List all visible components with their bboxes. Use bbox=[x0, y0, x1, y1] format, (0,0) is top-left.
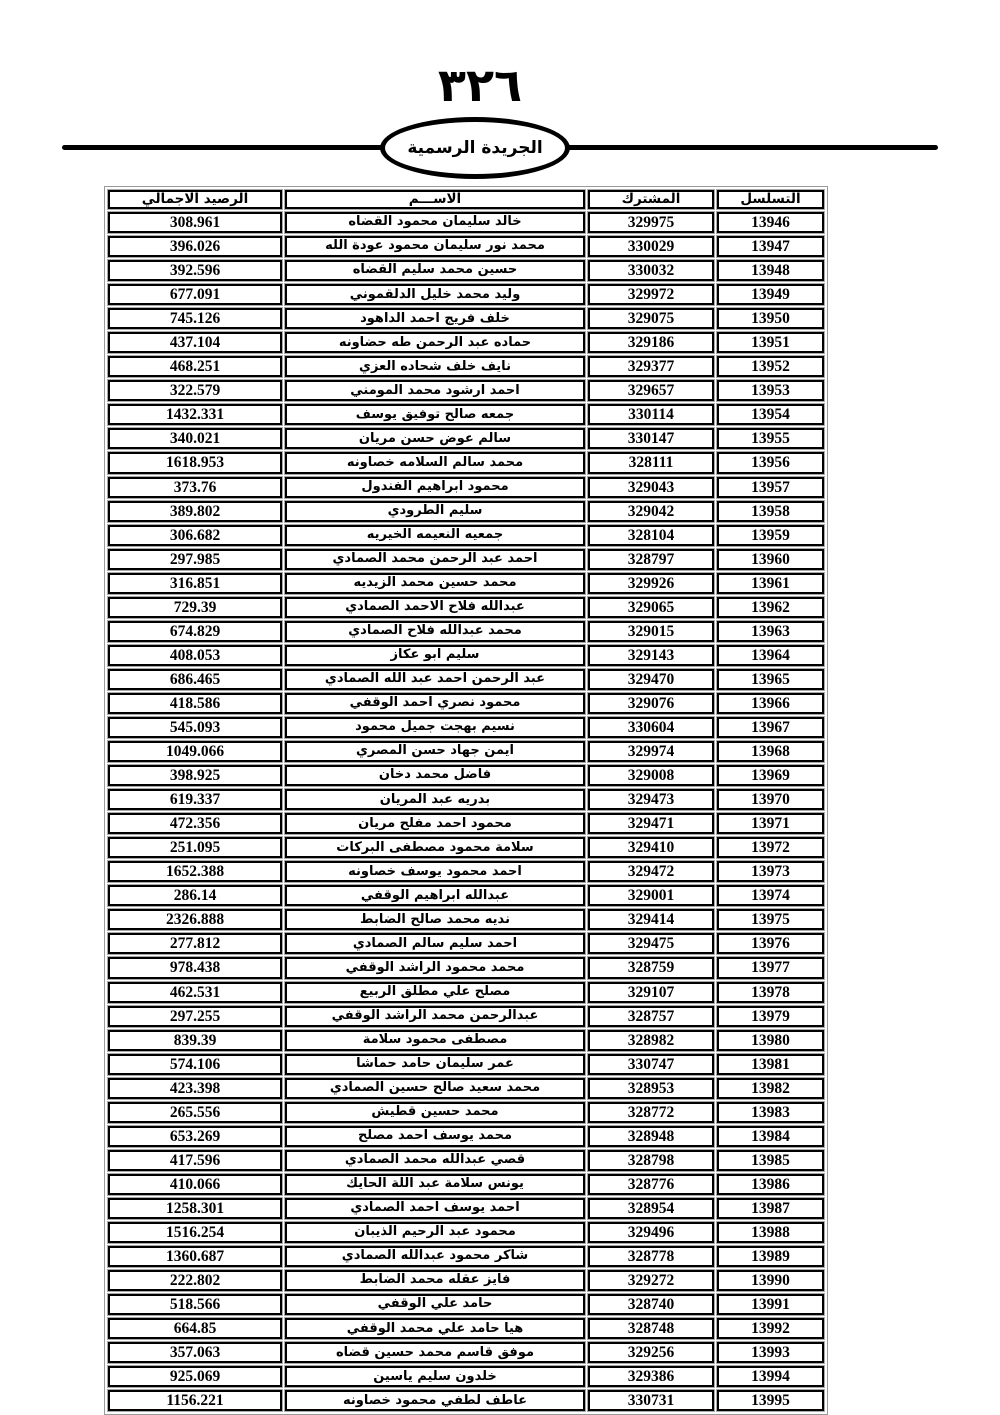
cell-subscriber: 328740 bbox=[588, 1294, 714, 1315]
cell-balance: 222.802 bbox=[108, 1270, 282, 1291]
cell-serial: 13963 bbox=[717, 621, 824, 642]
cell-subscriber: 328797 bbox=[588, 549, 714, 570]
table-row bbox=[108, 885, 824, 906]
table-row bbox=[108, 837, 824, 858]
cell-balance: 1652.388 bbox=[108, 861, 282, 882]
cell-serial: 13959 bbox=[717, 525, 824, 546]
cell-serial: 13952 bbox=[717, 356, 824, 377]
table-row bbox=[108, 1150, 824, 1171]
cell-name: عبدالله ابراهيم الوقفي bbox=[285, 885, 585, 906]
cell-subscriber: 329470 bbox=[588, 669, 714, 690]
table-row bbox=[108, 356, 824, 377]
cell-balance: 472.356 bbox=[108, 813, 282, 834]
cell-serial: 13978 bbox=[717, 982, 824, 1003]
cell-name: محمد حسين محمد الزيديه bbox=[285, 573, 585, 594]
cell-serial: 13947 bbox=[717, 236, 824, 257]
cell-name: نسيم بهجت جميل محمود bbox=[285, 717, 585, 738]
table-row bbox=[108, 621, 824, 642]
cell-name: بدريه عبد المريان bbox=[285, 789, 585, 810]
cell-subscriber: 328982 bbox=[588, 1030, 714, 1051]
cell-name: سالم عوض حسن مريان bbox=[285, 428, 585, 449]
cell-serial: 13967 bbox=[717, 717, 824, 738]
cell-balance: 408.053 bbox=[108, 645, 282, 666]
table-row bbox=[108, 452, 824, 473]
cell-serial: 13956 bbox=[717, 452, 824, 473]
cell-balance: 574.106 bbox=[108, 1054, 282, 1075]
cell-name: سليم الطرودي bbox=[285, 501, 585, 522]
cell-serial: 13958 bbox=[717, 501, 824, 522]
cell-balance: 286.14 bbox=[108, 885, 282, 906]
cell-subscriber: 329974 bbox=[588, 741, 714, 762]
cell-balance: 265.556 bbox=[108, 1102, 282, 1123]
cell-balance: 417.596 bbox=[108, 1150, 282, 1171]
cell-subscriber: 328778 bbox=[588, 1246, 714, 1267]
cell-serial: 13961 bbox=[717, 573, 824, 594]
cell-subscriber: 328776 bbox=[588, 1174, 714, 1195]
cell-name: خلف فريج احمد الداهود bbox=[285, 308, 585, 329]
cell-subscriber: 328948 bbox=[588, 1126, 714, 1147]
cell-subscriber: 328757 bbox=[588, 1006, 714, 1027]
table-row bbox=[108, 717, 824, 738]
cell-subscriber: 329008 bbox=[588, 765, 714, 786]
cell-subscriber: 328772 bbox=[588, 1102, 714, 1123]
cell-subscriber: 330731 bbox=[588, 1390, 714, 1411]
cell-balance: 925.069 bbox=[108, 1366, 282, 1387]
table-row bbox=[108, 645, 824, 666]
cell-subscriber: 329065 bbox=[588, 597, 714, 618]
cell-serial: 13991 bbox=[717, 1294, 824, 1315]
cell-balance: 396.026 bbox=[108, 236, 282, 257]
cell-balance: 423.398 bbox=[108, 1078, 282, 1099]
cell-name: قصي عبدالله محمد الصمادي bbox=[285, 1150, 585, 1171]
cell-balance: 677.091 bbox=[108, 284, 282, 305]
cell-serial: 13964 bbox=[717, 645, 824, 666]
cell-balance: 251.095 bbox=[108, 837, 282, 858]
cell-name: احمد محمود يوسف خصاونه bbox=[285, 861, 585, 882]
cell-name: موفق قاسم محمد حسين قضاه bbox=[285, 1342, 585, 1363]
table-row bbox=[108, 765, 824, 786]
cell-balance: 437.104 bbox=[108, 332, 282, 353]
cell-name: خلدون سليم ياسين bbox=[285, 1366, 585, 1387]
cell-subscriber: 330604 bbox=[588, 717, 714, 738]
cell-balance: 1156.221 bbox=[108, 1390, 282, 1411]
table-row bbox=[108, 380, 824, 401]
cell-name: محمد يوسف احمد مصلح bbox=[285, 1126, 585, 1147]
cell-balance: 418.586 bbox=[108, 693, 282, 714]
cell-serial: 13960 bbox=[717, 549, 824, 570]
cell-name: عاطف لطفي محمود خصاونه bbox=[285, 1390, 585, 1411]
cell-serial: 13984 bbox=[717, 1126, 824, 1147]
cell-subscriber: 329001 bbox=[588, 885, 714, 906]
cell-name: احمد يوسف احمد الصمادي bbox=[285, 1198, 585, 1219]
table-row bbox=[108, 1366, 824, 1387]
cell-serial: 13953 bbox=[717, 380, 824, 401]
table-row bbox=[108, 1078, 824, 1099]
table-row bbox=[108, 909, 824, 930]
table-row bbox=[108, 573, 824, 594]
cell-name: عبدالله فلاح الاحمد الصمادي bbox=[285, 597, 585, 618]
cell-name: محمد نور سليمان محمود عودة الله bbox=[285, 236, 585, 257]
table-row bbox=[108, 332, 824, 353]
cell-name: محمد سعيد صالح حسين الصمادي bbox=[285, 1078, 585, 1099]
cell-subscriber: 329496 bbox=[588, 1222, 714, 1243]
cell-name: عمر سليمان حامد حماشا bbox=[285, 1054, 585, 1075]
cell-subscriber: 329414 bbox=[588, 909, 714, 930]
cell-subscriber: 329972 bbox=[588, 284, 714, 305]
cell-balance: 373.76 bbox=[108, 477, 282, 498]
cell-serial: 13985 bbox=[717, 1150, 824, 1171]
cell-name: يونس سلامة عبد اللة الحايك bbox=[285, 1174, 585, 1195]
cell-serial: 13974 bbox=[717, 885, 824, 906]
cell-serial: 13995 bbox=[717, 1390, 824, 1411]
cell-serial: 13977 bbox=[717, 957, 824, 978]
cell-name: حامد علي الوقفي bbox=[285, 1294, 585, 1315]
table-row bbox=[108, 693, 824, 714]
table-row bbox=[108, 741, 824, 762]
cell-balance: 389.802 bbox=[108, 501, 282, 522]
table-row bbox=[108, 477, 824, 498]
cell-balance: 297.985 bbox=[108, 549, 282, 570]
cell-name: سلامة محمود مصطفى البركات bbox=[285, 837, 585, 858]
cell-serial: 13973 bbox=[717, 861, 824, 882]
table-row bbox=[108, 1006, 824, 1027]
cell-name: عبد الرحمن احمد عبد الله الصمادي bbox=[285, 669, 585, 690]
cell-name: عبدالرحمن محمد الراشد الوقفي bbox=[285, 1006, 585, 1027]
cell-serial: 13950 bbox=[717, 308, 824, 329]
cell-serial: 13989 bbox=[717, 1246, 824, 1267]
table-row bbox=[108, 1126, 824, 1147]
cell-balance: 674.829 bbox=[108, 621, 282, 642]
cell-name: سليم ابو عكاز bbox=[285, 645, 585, 666]
cell-subscriber: 329475 bbox=[588, 933, 714, 954]
cell-subscriber: 329256 bbox=[588, 1342, 714, 1363]
cell-balance: 686.465 bbox=[108, 669, 282, 690]
cell-serial: 13990 bbox=[717, 1270, 824, 1291]
cell-balance: 398.925 bbox=[108, 765, 282, 786]
cell-subscriber: 330747 bbox=[588, 1054, 714, 1075]
cell-serial: 13994 bbox=[717, 1366, 824, 1387]
cell-subscriber: 329471 bbox=[588, 813, 714, 834]
cell-balance: 653.269 bbox=[108, 1126, 282, 1147]
cell-name: حسين محمد سليم القضاه bbox=[285, 260, 585, 281]
cell-subscriber: 329472 bbox=[588, 861, 714, 882]
cell-subscriber: 329272 bbox=[588, 1270, 714, 1291]
cell-serial: 13987 bbox=[717, 1198, 824, 1219]
table-row bbox=[108, 260, 824, 281]
cell-name: احمد ارشود محمد المومني bbox=[285, 380, 585, 401]
cell-subscriber: 329975 bbox=[588, 212, 714, 233]
cell-name: محمود احمد مفلح مريان bbox=[285, 813, 585, 834]
cell-balance: 1516.254 bbox=[108, 1222, 282, 1243]
table-row bbox=[108, 933, 824, 954]
cell-subscriber: 328953 bbox=[588, 1078, 714, 1099]
cell-subscriber: 328759 bbox=[588, 957, 714, 978]
table-row bbox=[108, 1198, 824, 1219]
cell-serial: 13980 bbox=[717, 1030, 824, 1051]
table-row bbox=[108, 428, 824, 449]
ledger-table-head bbox=[108, 190, 824, 209]
cell-balance: 462.531 bbox=[108, 982, 282, 1003]
cell-balance: 545.093 bbox=[108, 717, 282, 738]
table-row bbox=[108, 813, 824, 834]
cell-serial: 13976 bbox=[717, 933, 824, 954]
cell-serial: 13968 bbox=[717, 741, 824, 762]
cell-subscriber: 329043 bbox=[588, 477, 714, 498]
gazette-banner-label: الجريدة الرسمية bbox=[407, 138, 543, 158]
table-row bbox=[108, 284, 824, 305]
cell-name: محمود نصري احمد الوقفي bbox=[285, 693, 585, 714]
cell-subscriber: 330114 bbox=[588, 404, 714, 425]
cell-serial: 13971 bbox=[717, 813, 824, 834]
cell-subscriber: 329076 bbox=[588, 693, 714, 714]
cell-balance: 2326.888 bbox=[108, 909, 282, 930]
cell-subscriber: 329473 bbox=[588, 789, 714, 810]
ledger-table-body bbox=[108, 212, 824, 1411]
table-row bbox=[108, 1270, 824, 1291]
table-row bbox=[108, 236, 824, 257]
cell-name: احمد عبد الرحمن محمد الصمادي bbox=[285, 549, 585, 570]
cell-subscriber: 329410 bbox=[588, 837, 714, 858]
cell-serial: 13962 bbox=[717, 597, 824, 618]
table-row bbox=[108, 789, 824, 810]
cell-balance: 1432.331 bbox=[108, 404, 282, 425]
cell-serial: 13969 bbox=[717, 765, 824, 786]
cell-serial: 13986 bbox=[717, 1174, 824, 1195]
cell-serial: 13966 bbox=[717, 693, 824, 714]
cell-subscriber: 329143 bbox=[588, 645, 714, 666]
cell-balance: 745.126 bbox=[108, 308, 282, 329]
table-row bbox=[108, 1294, 824, 1315]
table-row bbox=[108, 549, 824, 570]
cell-serial: 13970 bbox=[717, 789, 824, 810]
cell-balance: 664.85 bbox=[108, 1318, 282, 1339]
cell-balance: 308.961 bbox=[108, 212, 282, 233]
cell-name: فايز عقله محمد الضابط bbox=[285, 1270, 585, 1291]
cell-name: محمود عبد الرحيم الذيبان bbox=[285, 1222, 585, 1243]
cell-subscriber: 329075 bbox=[588, 308, 714, 329]
ledger-table-container bbox=[104, 186, 828, 1415]
cell-serial: 13951 bbox=[717, 332, 824, 353]
cell-serial: 13993 bbox=[717, 1342, 824, 1363]
table-row bbox=[108, 404, 824, 425]
cell-subscriber: 328798 bbox=[588, 1150, 714, 1171]
cell-serial: 13983 bbox=[717, 1102, 824, 1123]
table-row bbox=[108, 1222, 824, 1243]
cell-name: وليد محمد خليل الدلقموني bbox=[285, 284, 585, 305]
cell-balance: 392.596 bbox=[108, 260, 282, 281]
table-row bbox=[108, 1390, 824, 1411]
cell-name: نديه محمد صالح الضابط bbox=[285, 909, 585, 930]
ledger-table bbox=[104, 186, 828, 1415]
cell-name: نايف خلف شحاده العزي bbox=[285, 356, 585, 377]
cell-subscriber: 328954 bbox=[588, 1198, 714, 1219]
cell-balance: 839.39 bbox=[108, 1030, 282, 1051]
cell-serial: 13965 bbox=[717, 669, 824, 690]
cell-name: محمد محمود الراشد الوقفي bbox=[285, 957, 585, 978]
cell-balance: 978.438 bbox=[108, 957, 282, 978]
cell-serial: 13954 bbox=[717, 404, 824, 425]
cell-subscriber: 329657 bbox=[588, 380, 714, 401]
table-row bbox=[108, 1342, 824, 1363]
cell-balance: 468.251 bbox=[108, 356, 282, 377]
cell-name: خالد سليمان محمود القضاه bbox=[285, 212, 585, 233]
cell-serial: 13979 bbox=[717, 1006, 824, 1027]
table-row bbox=[108, 861, 824, 882]
cell-name: حماده عبد الرحمن طه حضاونه bbox=[285, 332, 585, 353]
cell-balance: 306.682 bbox=[108, 525, 282, 546]
cell-balance: 1618.953 bbox=[108, 452, 282, 473]
column-header-balance: الرصيد الاجمالي bbox=[108, 190, 282, 209]
cell-balance: 316.851 bbox=[108, 573, 282, 594]
cell-name: جمعه صالح توفيق يوسف bbox=[285, 404, 585, 425]
table-row bbox=[108, 1174, 824, 1195]
cell-name: محمد سالم السلامه خصاونه bbox=[285, 452, 585, 473]
gazette-banner bbox=[380, 117, 570, 179]
cell-balance: 1049.066 bbox=[108, 741, 282, 762]
cell-subscriber: 329386 bbox=[588, 1366, 714, 1387]
table-row bbox=[108, 308, 824, 329]
cell-subscriber: 328104 bbox=[588, 525, 714, 546]
cell-name: فاضل محمد دخان bbox=[285, 765, 585, 786]
cell-subscriber: 329186 bbox=[588, 332, 714, 353]
cell-balance: 357.063 bbox=[108, 1342, 282, 1363]
table-row bbox=[108, 1102, 824, 1123]
cell-name: ايمن جهاد حسن المصري bbox=[285, 741, 585, 762]
cell-balance: 277.812 bbox=[108, 933, 282, 954]
cell-name: جمعيه النعيمه الخيريه bbox=[285, 525, 585, 546]
cell-subscriber: 329377 bbox=[588, 356, 714, 377]
cell-name: مصلح علي مطلق الربيع bbox=[285, 982, 585, 1003]
table-row bbox=[108, 957, 824, 978]
cell-subscriber: 329015 bbox=[588, 621, 714, 642]
table-row bbox=[108, 212, 824, 233]
cell-serial: 13972 bbox=[717, 837, 824, 858]
cell-serial: 13982 bbox=[717, 1078, 824, 1099]
table-row bbox=[108, 669, 824, 690]
cell-name: احمد سليم سالم الصمادي bbox=[285, 933, 585, 954]
table-row bbox=[108, 501, 824, 522]
table-row bbox=[108, 1246, 824, 1267]
page-number: ٣٢٦ bbox=[437, 58, 523, 112]
cell-subscriber: 329042 bbox=[588, 501, 714, 522]
cell-balance: 340.021 bbox=[108, 428, 282, 449]
cell-balance: 518.566 bbox=[108, 1294, 282, 1315]
cell-serial: 13949 bbox=[717, 284, 824, 305]
table-row bbox=[108, 1318, 824, 1339]
cell-name: محمد عبدالله فلاح الصمادي bbox=[285, 621, 585, 642]
cell-serial: 13988 bbox=[717, 1222, 824, 1243]
cell-balance: 1258.301 bbox=[108, 1198, 282, 1219]
column-header-serial: التسلسل bbox=[717, 190, 824, 209]
cell-serial: 13992 bbox=[717, 1318, 824, 1339]
cell-serial: 13957 bbox=[717, 477, 824, 498]
cell-serial: 13981 bbox=[717, 1054, 824, 1075]
table-row bbox=[108, 597, 824, 618]
cell-name: محمد حسين قطيش bbox=[285, 1102, 585, 1123]
cell-subscriber: 330147 bbox=[588, 428, 714, 449]
cell-name: شاكر محمود عبدالله الصمادي bbox=[285, 1246, 585, 1267]
cell-subscriber: 330029 bbox=[588, 236, 714, 257]
cell-subscriber: 329107 bbox=[588, 982, 714, 1003]
table-row bbox=[108, 1054, 824, 1075]
cell-serial: 13955 bbox=[717, 428, 824, 449]
cell-subscriber: 330032 bbox=[588, 260, 714, 281]
cell-serial: 13948 bbox=[717, 260, 824, 281]
table-row bbox=[108, 1030, 824, 1051]
cell-balance: 729.39 bbox=[108, 597, 282, 618]
column-header-name: الاســـم bbox=[285, 190, 585, 209]
cell-balance: 1360.687 bbox=[108, 1246, 282, 1267]
cell-balance: 297.255 bbox=[108, 1006, 282, 1027]
cell-subscriber: 328748 bbox=[588, 1318, 714, 1339]
cell-subscriber: 329926 bbox=[588, 573, 714, 594]
cell-subscriber: 328111 bbox=[588, 452, 714, 473]
cell-balance: 619.337 bbox=[108, 789, 282, 810]
cell-name: محمود ابراهيم الفندول bbox=[285, 477, 585, 498]
cell-serial: 13946 bbox=[717, 212, 824, 233]
cell-balance: 322.579 bbox=[108, 380, 282, 401]
table-row bbox=[108, 982, 824, 1003]
cell-name: هيا حامد علي محمد الوقفي bbox=[285, 1318, 585, 1339]
header-row bbox=[108, 190, 824, 209]
cell-balance: 410.066 bbox=[108, 1174, 282, 1195]
cell-serial: 13975 bbox=[717, 909, 824, 930]
column-header-subscriber: المشترك bbox=[588, 190, 714, 209]
cell-name: مصطفى محمود سلامة bbox=[285, 1030, 585, 1051]
table-row bbox=[108, 525, 824, 546]
